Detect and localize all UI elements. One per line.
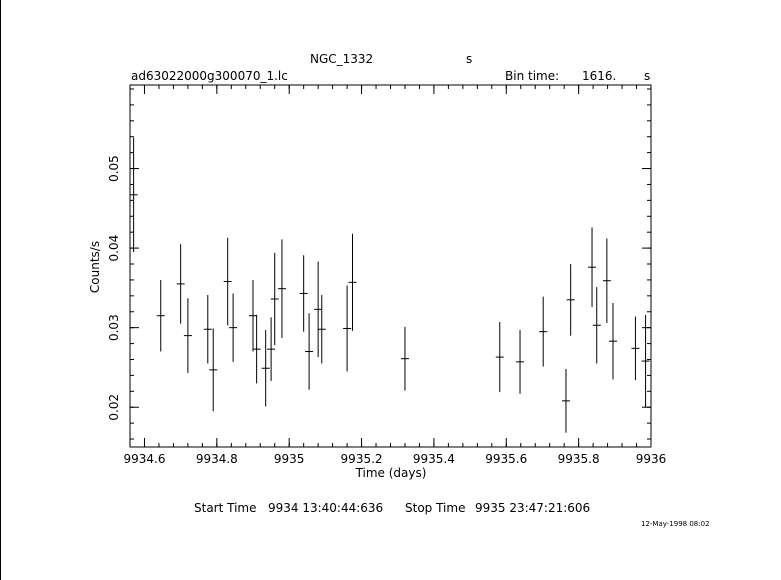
y-tick-label: 0.04 — [107, 234, 121, 262]
y-tick-label: 0.05 — [107, 155, 121, 182]
stop-time-label: Stop Time — [405, 501, 466, 515]
data-point — [349, 234, 357, 331]
axis-ticks — [107, 85, 666, 466]
date-stamp: 12-May-1998 08:02 — [641, 520, 710, 528]
x-axis-label: Time (days) — [355, 466, 427, 480]
data-point — [496, 322, 504, 392]
plot-frame — [130, 85, 651, 447]
x-tick-label: 9934.6 — [123, 452, 166, 466]
data-point — [253, 315, 261, 383]
data-point — [603, 239, 611, 323]
data-point — [267, 317, 275, 381]
data-point — [609, 303, 617, 379]
data-point — [631, 317, 639, 381]
data-point — [516, 330, 524, 394]
x-tick-label: 9934.8 — [195, 452, 238, 466]
data-point — [593, 287, 601, 363]
data-point — [401, 327, 409, 391]
start-time-label: Start Time — [194, 501, 257, 515]
data-point — [642, 315, 650, 407]
bin-time-value: 1616. — [582, 69, 617, 83]
object-unit: s — [466, 52, 473, 66]
data-point — [562, 369, 570, 433]
y-tick-label: 0.02 — [107, 393, 121, 421]
data-point — [567, 264, 575, 336]
data-point — [300, 255, 308, 331]
y-tick-label: 0.03 — [107, 314, 121, 342]
data-point — [539, 297, 547, 367]
x-tick-label: 9935.8 — [557, 452, 600, 466]
object-name: NGC_1332 — [310, 52, 374, 66]
x-tick-label: 9935.6 — [485, 452, 528, 466]
data-point — [157, 280, 165, 352]
data-point — [278, 239, 286, 338]
data-point — [130, 138, 138, 253]
x-tick-label: 9936 — [635, 452, 667, 466]
data-point — [229, 293, 237, 361]
data-point — [305, 313, 313, 389]
data-point — [204, 295, 212, 363]
x-tick-label: 9935 — [273, 452, 305, 466]
data-point — [588, 227, 596, 307]
data-point — [343, 285, 351, 371]
data-point — [224, 238, 232, 326]
bin-time-label: Bin time: — [505, 69, 560, 83]
x-tick-label: 9935.4 — [412, 452, 455, 466]
data-point — [271, 253, 279, 345]
start-time-value: 9934 13:40:44:636 — [268, 501, 384, 515]
lightcurve-filename: ad63022000g300070_1.lc — [131, 69, 288, 83]
data-point — [249, 280, 257, 352]
data-point — [177, 244, 185, 324]
bin-time-unit: s — [644, 69, 651, 83]
y-axis-label: Counts/s — [88, 240, 102, 294]
data-point — [184, 298, 192, 373]
data-point — [262, 330, 270, 406]
data-point — [318, 295, 326, 363]
data-point — [314, 262, 322, 357]
stop-time-value: 9935 23:47:21:606 — [475, 501, 591, 515]
data-point — [209, 328, 217, 411]
x-tick-label: 9935.2 — [340, 452, 383, 466]
data-points — [130, 138, 650, 433]
